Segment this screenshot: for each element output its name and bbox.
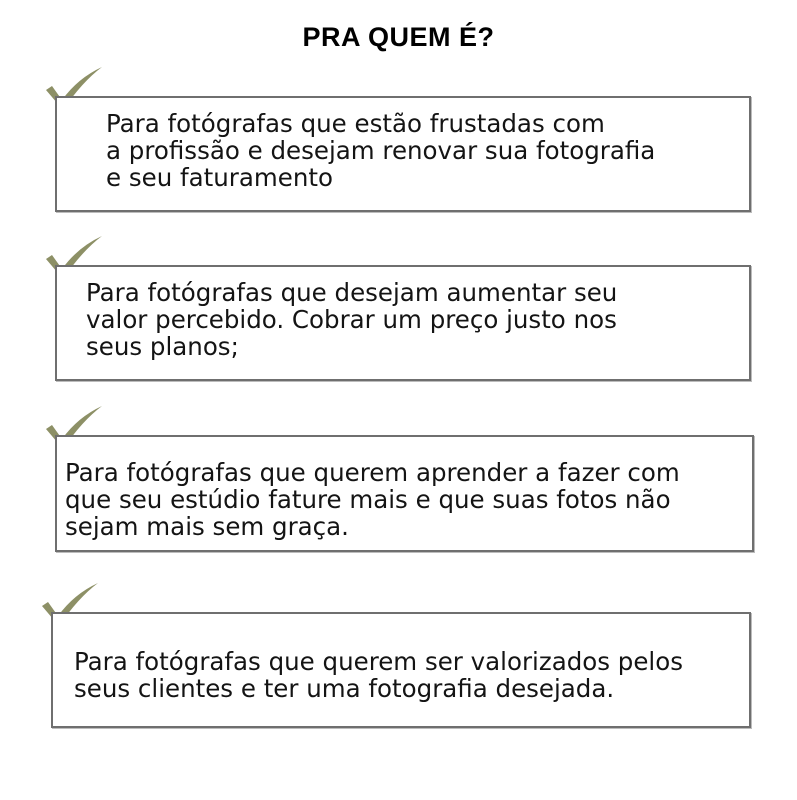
audience-card-1-text: Para fotógrafas que estão frustadas com a profissão e desejam renovar sua fotografia e seu faturamento xyxy=(106,109,656,192)
audience-card-3 xyxy=(55,435,754,552)
page-title: PRA QUEM É? xyxy=(302,22,495,52)
audience-card-4 xyxy=(51,612,751,728)
audience-card-1 xyxy=(55,96,751,212)
audience-card-3-text: Para fotógrafas que querem aprender a fazer com que seu estúdio fature mais e que suas fotos não sejam mais sem graça. xyxy=(65,458,680,541)
audience-card-2 xyxy=(55,265,751,381)
audience-card-2-text: Para fotógrafas que desejam aumentar seu valor percebido. Cobrar um preço justo nos seus planos; xyxy=(86,278,618,361)
audience-card-4-text: Para fotógrafas que querem ser valorizados pelos seus clientes e ter uma fotografia desejada. xyxy=(74,647,683,703)
